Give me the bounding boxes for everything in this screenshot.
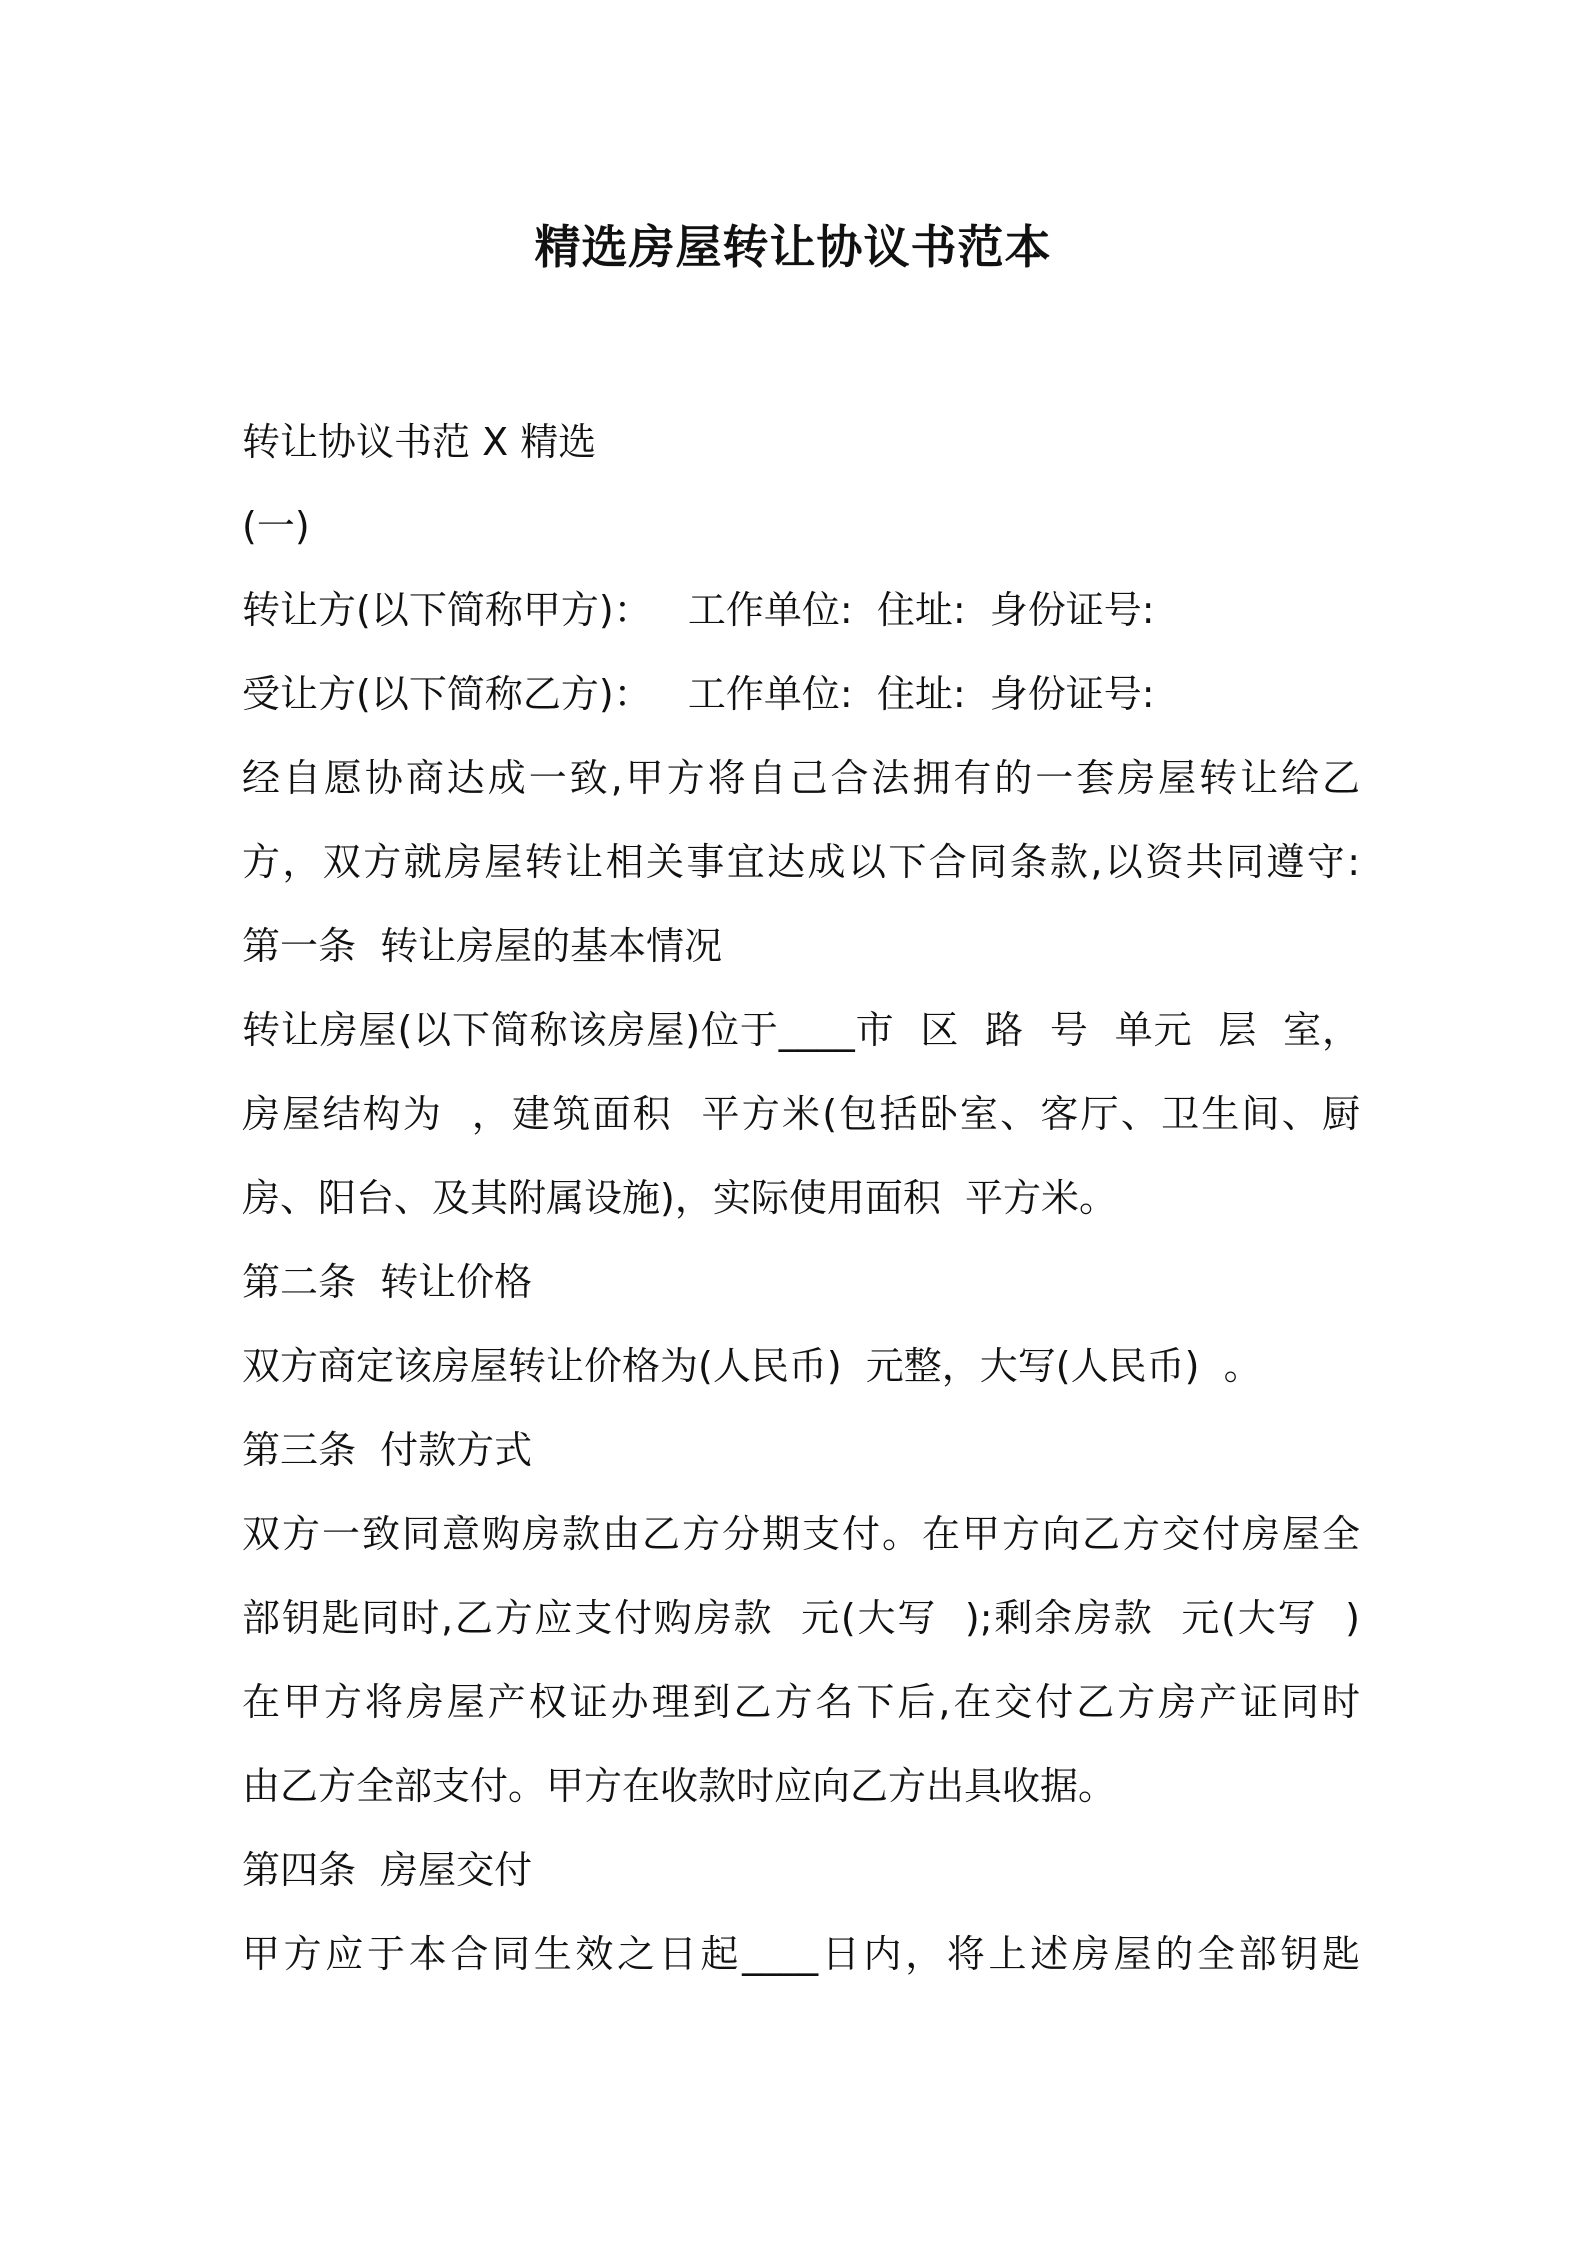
article-heading: 第一条 转让房屋的基本情况 xyxy=(242,924,723,968)
paragraph-line: 部钥匙同时,乙方应支付购房款 元(大写 );剩余房款 元(大写 ) xyxy=(242,1596,1360,1640)
paragraph-line: 转让房屋(以下简称该房屋)位于____市 区 路 号 单元 层 室， xyxy=(242,1008,1360,1052)
transferor-line: 转让方(以下简称甲方)： 工作单位: 住址: 身份证号: xyxy=(242,588,1155,632)
article-heading: 第四条 房屋交付 xyxy=(242,1848,533,1892)
document-title: 精选房屋转让协议书范本 xyxy=(534,220,1052,274)
article-heading: 第三条 付款方式 xyxy=(242,1428,533,1472)
document-body xyxy=(242,400,1360,1996)
paragraph-line: 甲方应于本合同生效之日起____日内，将上述房屋的全部钥匙 xyxy=(242,1932,1360,1976)
article-heading: 第二条 转让价格 xyxy=(242,1260,533,1304)
paragraph-line: 由乙方全部支付。甲方在收款时应向乙方出具收据。 xyxy=(242,1764,1117,1808)
paragraph-line: 双方一致同意购房款由乙方分期支付。在甲方向乙方交付房屋全 xyxy=(242,1512,1360,1556)
paragraph-line: 在甲方将房屋产权证办理到乙方名下后,在交付乙方房产证同时 xyxy=(242,1680,1360,1724)
paragraph-line: 经自愿协商达成一致,甲方将自己合法拥有的一套房屋转让给乙 xyxy=(242,756,1360,800)
paragraph-line: 方，双方就房屋转让相关事宜达成以下合同条款,以资共同遵守: xyxy=(242,840,1360,884)
section-number: (一) xyxy=(242,504,310,548)
subtitle-line: 转让协议书范 X 精选 xyxy=(242,420,597,464)
paragraph-line: 房、阳台、及其附属设施)，实际使用面积 平方米。 xyxy=(242,1176,1117,1220)
transferee-line: 受让方(以下简称乙方)： 工作单位: 住址: 身份证号: xyxy=(242,672,1155,716)
paragraph-line: 双方商定该房屋转让价格为(人民币) 元整，大写(人民币) 。 xyxy=(242,1344,1262,1388)
paragraph-line: 房屋结构为 ，建筑面积 平方米(包括卧室、客厅、卫生间、厨 xyxy=(242,1092,1360,1136)
